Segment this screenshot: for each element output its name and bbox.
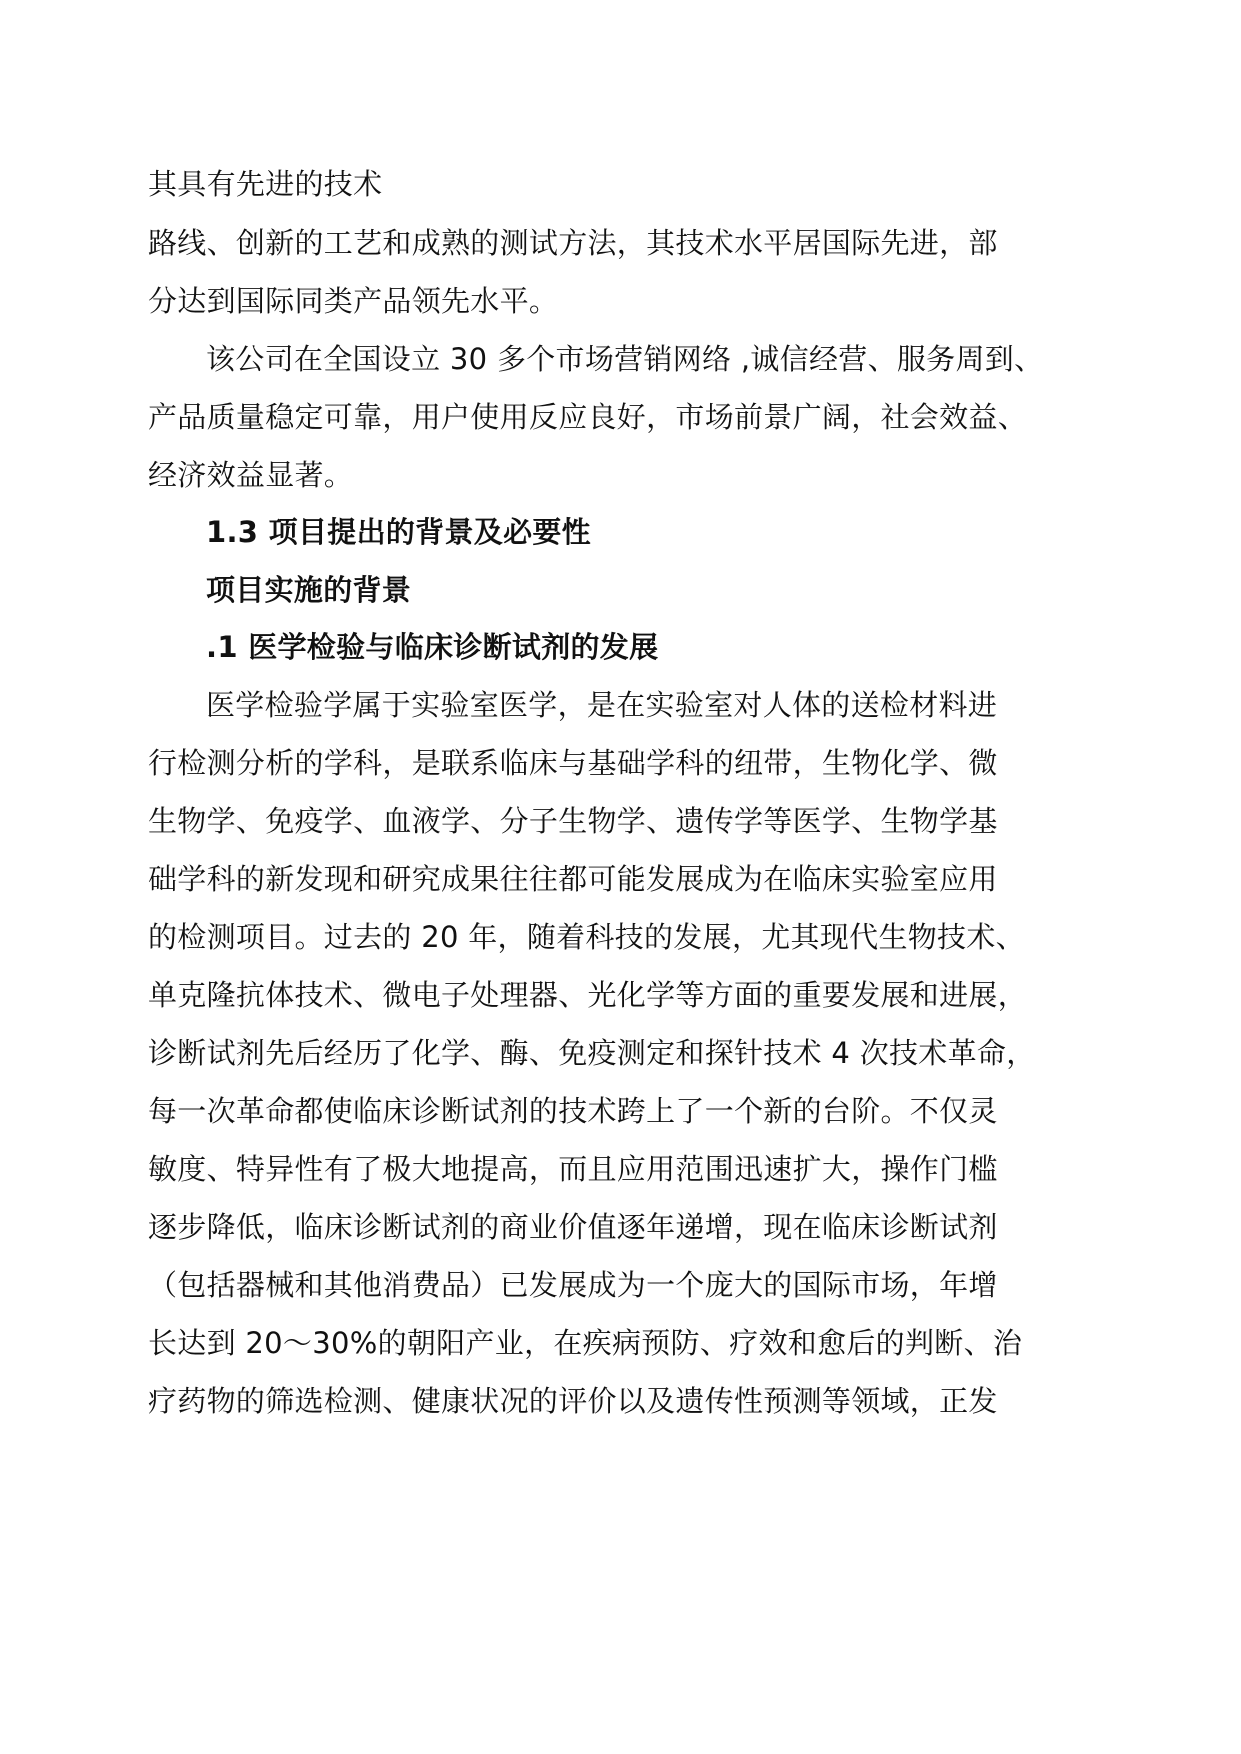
paragraph-line: 单克隆抗体技术、微电子处理器、光化学等方面的重要发展和进展， [148,978,1028,1012]
paragraph-line: 医学检验学属于实验室医学，是在实验室对人体的送检材料进 [206,688,998,722]
paragraph-line: 经济效益显著。 [148,458,354,492]
paragraph-line: 行检测分析的学科，是联系临床与基础学科的纽带，生物化学、微 [148,746,998,780]
paragraph-line: 每一次革命都使临床诊断试剂的技术跨上了一个新的台阶。不仅灵 [148,1094,998,1128]
paragraph-line: 其具有先进的技术 [148,167,383,201]
subsection-heading: 项目实施的背景 [206,573,412,607]
paragraph-line: 敏度、特异性有了极大地提高，而且应用范围迅速扩大，操作门槛 [148,1152,998,1186]
paragraph-line: 路线、创新的工艺和成熟的测试方法，其技术水平居国际先进，部 [148,226,998,260]
paragraph-line: 础学科的新发现和研究成果往往都可能发展成为在临床实验室应用 [148,862,998,896]
paragraph-line: 长达到 20～30%的朝阳产业，在疾病预防、疗效和愈后的判断、治 [148,1326,1023,1360]
paragraph-line: 分达到国际同类产品领先水平。 [148,284,559,318]
paragraph-line: 疗药物的筛选检测、健康状况的评价以及遗传性预测等领域，正发 [148,1384,998,1418]
paragraph-line: 诊断试剂先后经历了化学、酶、免疫测定和探针技术 4 次技术革命， [148,1036,1036,1070]
paragraph-line: 的检测项目。过去的 20 年，随着科技的发展，尤其现代生物技术、 [148,920,1025,954]
paragraph-line: 生物学、免疫学、血液学、分子生物学、遗传学等医学、生物学基 [148,804,998,838]
paragraph-line: 该公司在全国设立 30 多个市场营销网络 ,诚信经营、服务周到、 [206,342,1044,376]
paragraph-line: 产品质量稳定可靠，用户使用反应良好，市场前景广阔，社会效益、 [148,400,1028,434]
subsubsection-heading: .1 医学检验与临床诊断试剂的发展 [206,630,659,664]
paragraph-line: （包括器械和其他消费品）已发展成为一个庞大的国际市场，年增 [148,1268,998,1302]
paragraph-line: 逐步降低，临床诊断试剂的商业价值逐年递增，现在临床诊断试剂 [148,1210,998,1244]
section-heading: 1.3 项目提出的背景及必要性 [206,515,591,549]
